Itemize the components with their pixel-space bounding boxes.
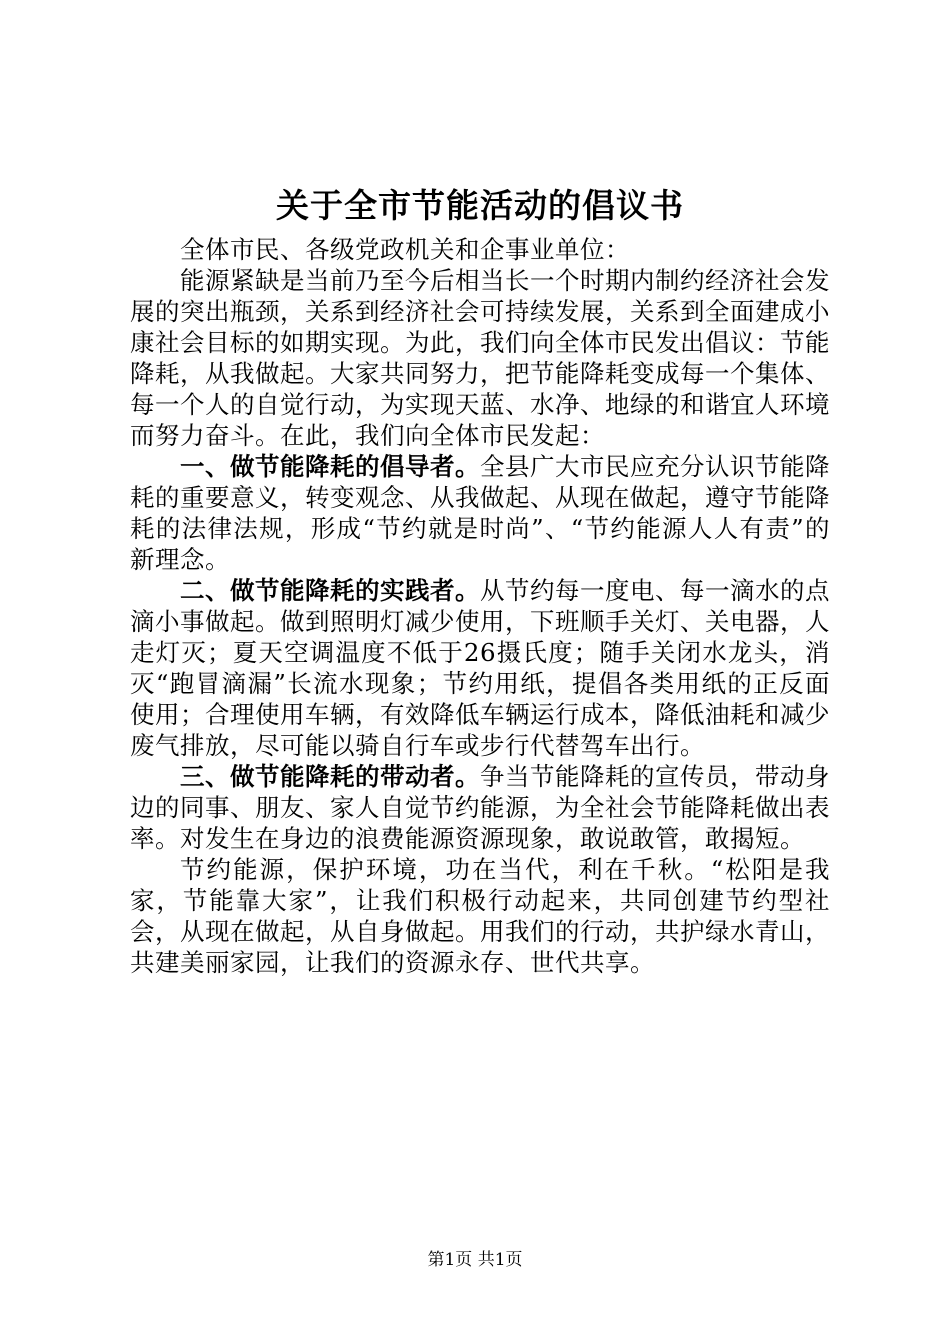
closing-paragraph: 节约能源，保护环境，功在当代，利在千秋。“松阳是我家，节能靠大家”，让我们积极行动起来，共同创建节约型社会，从现在做起，从自身做起。用我们的行动，共护绿水青山，共建美丽家园，让我们的资源永存、世代共享。	[130, 855, 830, 977]
intro-paragraph: 能源紧缺是当前乃至今后相当长一个时期内制约经济社会发展的突出瓶颈，关系到经济社会可持续发展，关系到全面建成小康社会目标的如期实现。为此，我们向全体市民发出倡议：节能降耗，从我做起。大家共同努力，把节能降耗变成每一个集体、每一个人的自觉行动，为实现天蓝、水净、地绿的和谐宜人环境而努力奋斗。在此，我们向全体市民发起：	[130, 266, 830, 450]
section-body-3: 争当节能降耗的宣传员，带动身边的同事、朋友、家人自觉节约能源，为全社会节能降耗做出表率。对发生在身边的浪费能源资源现象，敢说敢管，敢揭短。	[130, 762, 830, 853]
section-heading-3: 三、做节能降耗的带动者。	[180, 762, 480, 791]
section-paragraph-3	[130, 761, 830, 854]
document-body	[130, 180, 830, 978]
document-title: 关于全市节能活动的倡议书	[276, 186, 684, 225]
section-paragraph-1	[130, 451, 830, 575]
section-body-1: 全县广大市民应充分认识节能降耗的重要意义，转变观念、从我做起、从现在做起，遵守节能降耗的法律法规，形成“节约就是时尚”、“节约能源人人有责”的新理念。	[130, 452, 830, 574]
section-heading-1: 一、做节能降耗的倡导者。	[180, 452, 480, 481]
section-body-2: 从节约每一度电、每一滴水的点滴小事做起。做到照明灯减少使用，下班顺手关灯、关电器，人走灯灭；夏天空调温度不低于26摄氏度；随手关闭水龙头，消灭“跑冒滴漏”长流水现象；节约用纸，提倡各类用纸的正反面使用；合理使用车辆，有效降低车辆运行成本，降低油耗和减少废气排放，尽可能以骑自行车或步行代替驾车出行。	[130, 576, 830, 760]
section-heading-2: 二、做节能降耗的实践者。	[180, 576, 480, 605]
salutation: 全体市民、各级党政机关和企事业单位：	[180, 235, 630, 264]
page-footer: 第1页 共1页	[427, 1250, 523, 1270]
section-paragraph-2	[130, 575, 830, 761]
